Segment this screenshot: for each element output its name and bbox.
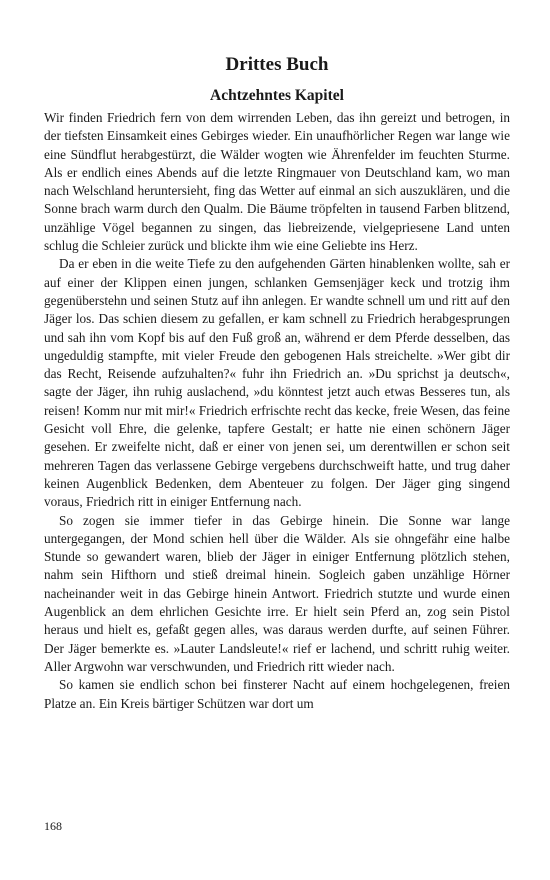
- paragraph: Da er eben in die weite Tiefe zu den aufgehenden Gärten hinablenken wollte, sah er auf einer der Klippen einen jungen, schlanken Gemsenjäger keck und trotzig ihm gegenüberstehn und seinen Stutz auf ihn anlegen. Er wandte schnell um und ritt auf den Jäger los. Das schien diesem zu gefallen, er kam schnell zu Friedrich herabgesprungen und sah ihn vom Kopf bis auf den Fuß groß an, während er dem Pferde desselben, das ungeduldig stampfte, mit vieler Freude den gebogenen Hals streichelte. »Wer gibt dir das Recht, Reisende aufzuhalten?« fuhr ihn Friedrich an. »Du sprichst ja deutsch«, sagte der Jäger, ihn ruhig auslachend, »du könntest jetzt auch etwas Besseres tun, als reisen! Komm nur mit mir!« Friedrich erfrischte recht das kecke, freie Wesen, das feine Gesicht voll Ehre, die gelenke, tapfere Gestalt; er hatte nie einen schönern Jäger gesehen. Er zweifelte nicht, daß er einer von jenen sei, um derentwillen er schon seit mehreren Tagen das verlassene Gebirge vergebens durchschweift hatte, und trug daher keinen Augenblick Bedenken, dem Abenteuer zu folgen. Der Jäger ging singend voraus, Friedrich ritt in einiger Entfernung nach.: [44, 256, 510, 510]
- paragraph: So zogen sie immer tiefer in das Gebirge hinein. Die Sonne war lange untergegangen, der Mond schien hell über die Wälder. Als sie ohngefähr eine halbe Stunde so gewandert waren, blieb der Jäger in einiger Entfernung plötzlich stehen, nahm sein Hifthorn und stieß dreimal hinein. Sogleich gaben unzählige Hörner nacheinander weit in das Gebirge hinein Antwort. Friedrich stutzte und wurde einen Augenblick an dem ehrlichen Gesichte irre. Er hielt sein Pferd an, zog sein Pistol heraus und hielt es, gefaßt gegen alles, was daraus werden durfte, auf seinen Führer. Der Jäger bemerkte es. »Lauter Landsleute!« rief er lachend, und schritt ruhig weiter. Aller Argwohn war verschwunden, und Friedrich ritt wieder nach.: [44, 512, 510, 674]
- chapter-title: Achtzehntes Kapitel: [210, 87, 344, 104]
- paragraph: So kamen sie endlich schon bei finsterer Nacht auf einem hochgelegenen, freien Platze an. Ein Kreis bärtiger Schützen war dort um: [44, 677, 510, 711]
- book-title: Drittes Buch: [225, 54, 329, 75]
- page-number: 168: [44, 819, 62, 833]
- body-text: [44, 109, 510, 713]
- page: [44, 52, 510, 713]
- paragraph: Wir finden Friedrich fern von dem wirrenden Leben, das ihn gereizt und betrogen, in der tiefsten Einsamkeit eines Gebirges wieder. Ein unaufhörlicher Regen war lange wie eine Sündflut herabgestürzt, die Wälder wogten wie Ährenfelder im feuchten Sturme. Als er endlich eines Abends auf die letzte Ringmauer von Deutschland kam, wo man nach Welschland heruntersieht, fing das Wetter auf einmal an sich auszuklären, und die Sonne brach warm durch den Qualm. Die Bäume tröpfelten in tausend Farben blitzend, unzählige Vögel begannen zu singen, das liebreizende, vielgepriesene Land unten schlug die Schleier zurück und blickte ihm wie eine Geliebte ins Herz.: [44, 110, 510, 254]
